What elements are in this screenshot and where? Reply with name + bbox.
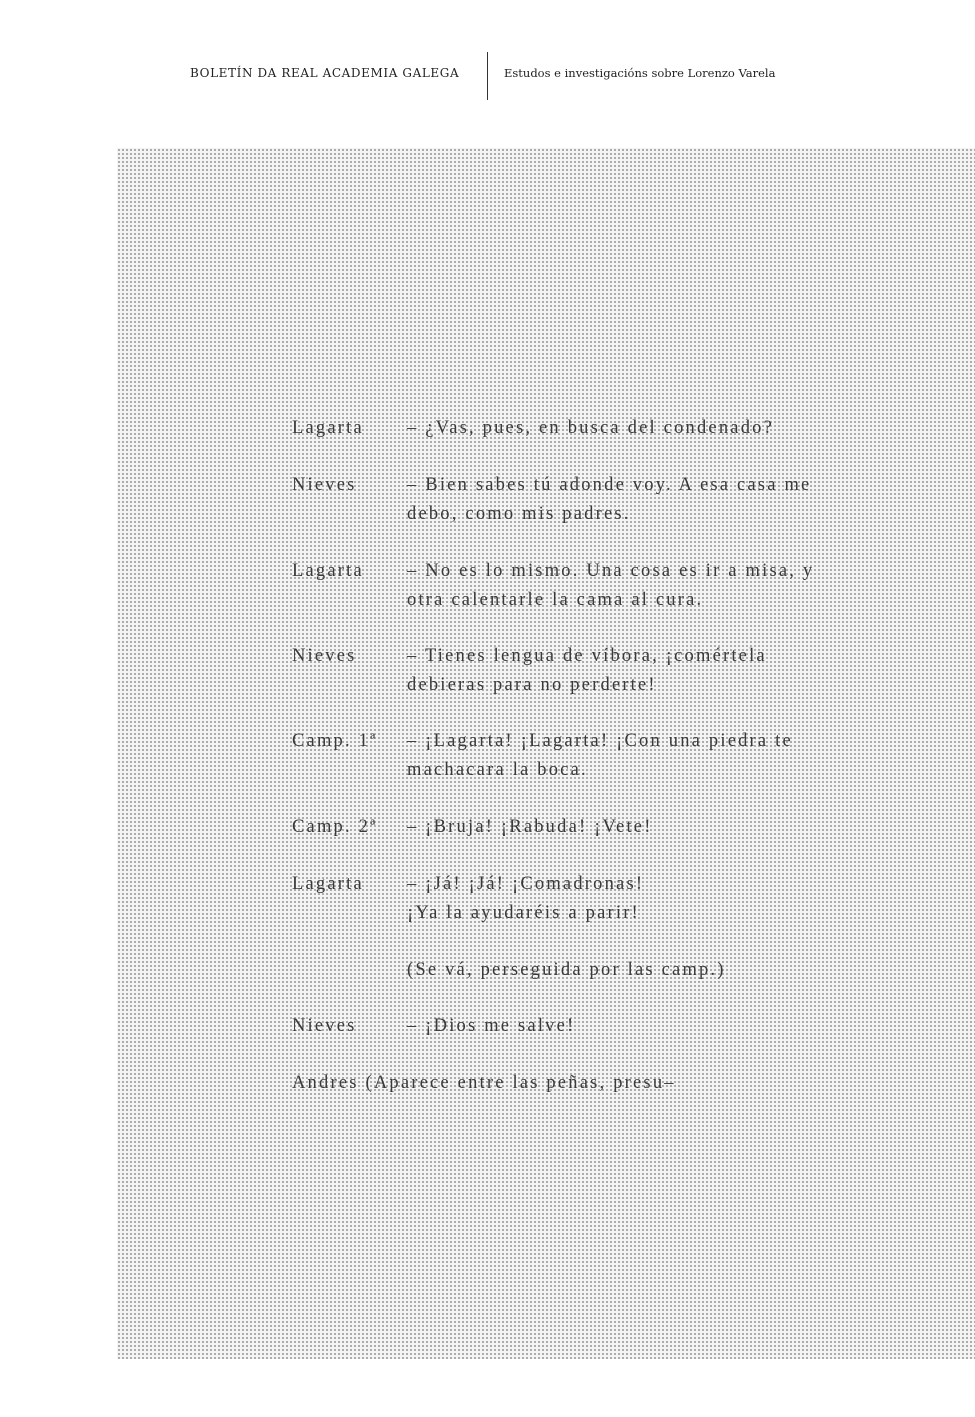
speaker-name: Nieves xyxy=(292,646,357,666)
dialogue-line: machacara la boca. xyxy=(407,759,588,780)
dialogue-text xyxy=(407,870,644,927)
dialogue-entry xyxy=(292,557,814,614)
speaker-name xyxy=(292,956,407,985)
dialogue-text xyxy=(407,1012,575,1041)
stage-direction xyxy=(292,956,726,985)
dialogue-line: – No es lo mismo. Una cosa es ir a misa, y xyxy=(407,561,815,581)
dialogue-line: debieras para no perderte! xyxy=(407,674,657,695)
dialogue-entry xyxy=(292,813,653,842)
dialogue-line: – Bien sabes tú adonde voy. A esa casa me xyxy=(407,475,812,495)
speaker-name: Camp. 2ª xyxy=(292,817,378,837)
closing-line xyxy=(292,1069,676,1098)
speaker-name: Nieves xyxy=(292,1016,357,1036)
dialogue-line: otra calentarle la cama al cura. xyxy=(407,589,704,610)
dialogue-text xyxy=(407,557,814,614)
page-header xyxy=(0,52,975,100)
dialogue-text xyxy=(407,642,767,699)
speaker-name: Nieves xyxy=(292,475,357,495)
dialogue-line: – ¡Bruja! ¡Rabuda! ¡Vete! xyxy=(407,817,653,837)
dialogue-entry xyxy=(292,727,793,784)
dialogue-line: – ¡Dios me salve! xyxy=(407,1016,576,1036)
header-divider xyxy=(487,52,488,100)
dialogue-entry xyxy=(292,642,767,699)
speaker-name: Lagarta xyxy=(292,561,364,581)
dialogue-text xyxy=(407,414,774,443)
dialogue-entry xyxy=(292,1012,575,1041)
closing-line-text: Andres (Aparece entre las peñas, presu– xyxy=(292,1073,676,1093)
dialogue-entry xyxy=(292,414,774,443)
journal-title: BOLETÍN DA REAL ACADEMIA GALEGA xyxy=(190,66,460,80)
dialogue-line: ¡Ya la ayudaréis a parir! xyxy=(407,902,640,923)
dialogue-line: (Se vá, perseguida por las camp.) xyxy=(407,960,726,980)
dialogue-line: – Tienes lengua de víbora, ¡comértela xyxy=(407,646,767,666)
dialogue-entry xyxy=(292,870,644,927)
speaker-name: Lagarta xyxy=(292,418,364,438)
dialogue-text xyxy=(407,956,726,985)
speaker-name: Camp. 1ª xyxy=(292,731,378,751)
dialogue-text xyxy=(407,471,811,528)
section-title: Estudos e investigacións sobre Lorenzo Varela xyxy=(504,66,776,80)
dialogue-line: – ¿Vas, pues, en busca del condenado? xyxy=(407,418,775,438)
dialogue-text xyxy=(407,813,653,842)
speaker-name: Lagarta xyxy=(292,874,364,894)
dialogue-line: – ¡Já! ¡Já! ¡Comadronas! xyxy=(407,874,645,894)
dialogue-entry xyxy=(292,471,811,528)
dialogue-line: – ¡Lagarta! ¡Lagarta! ¡Con una piedra te xyxy=(407,731,793,751)
dialogue-text xyxy=(407,727,793,784)
dialogue-line: debo, como mis padres. xyxy=(407,503,631,524)
